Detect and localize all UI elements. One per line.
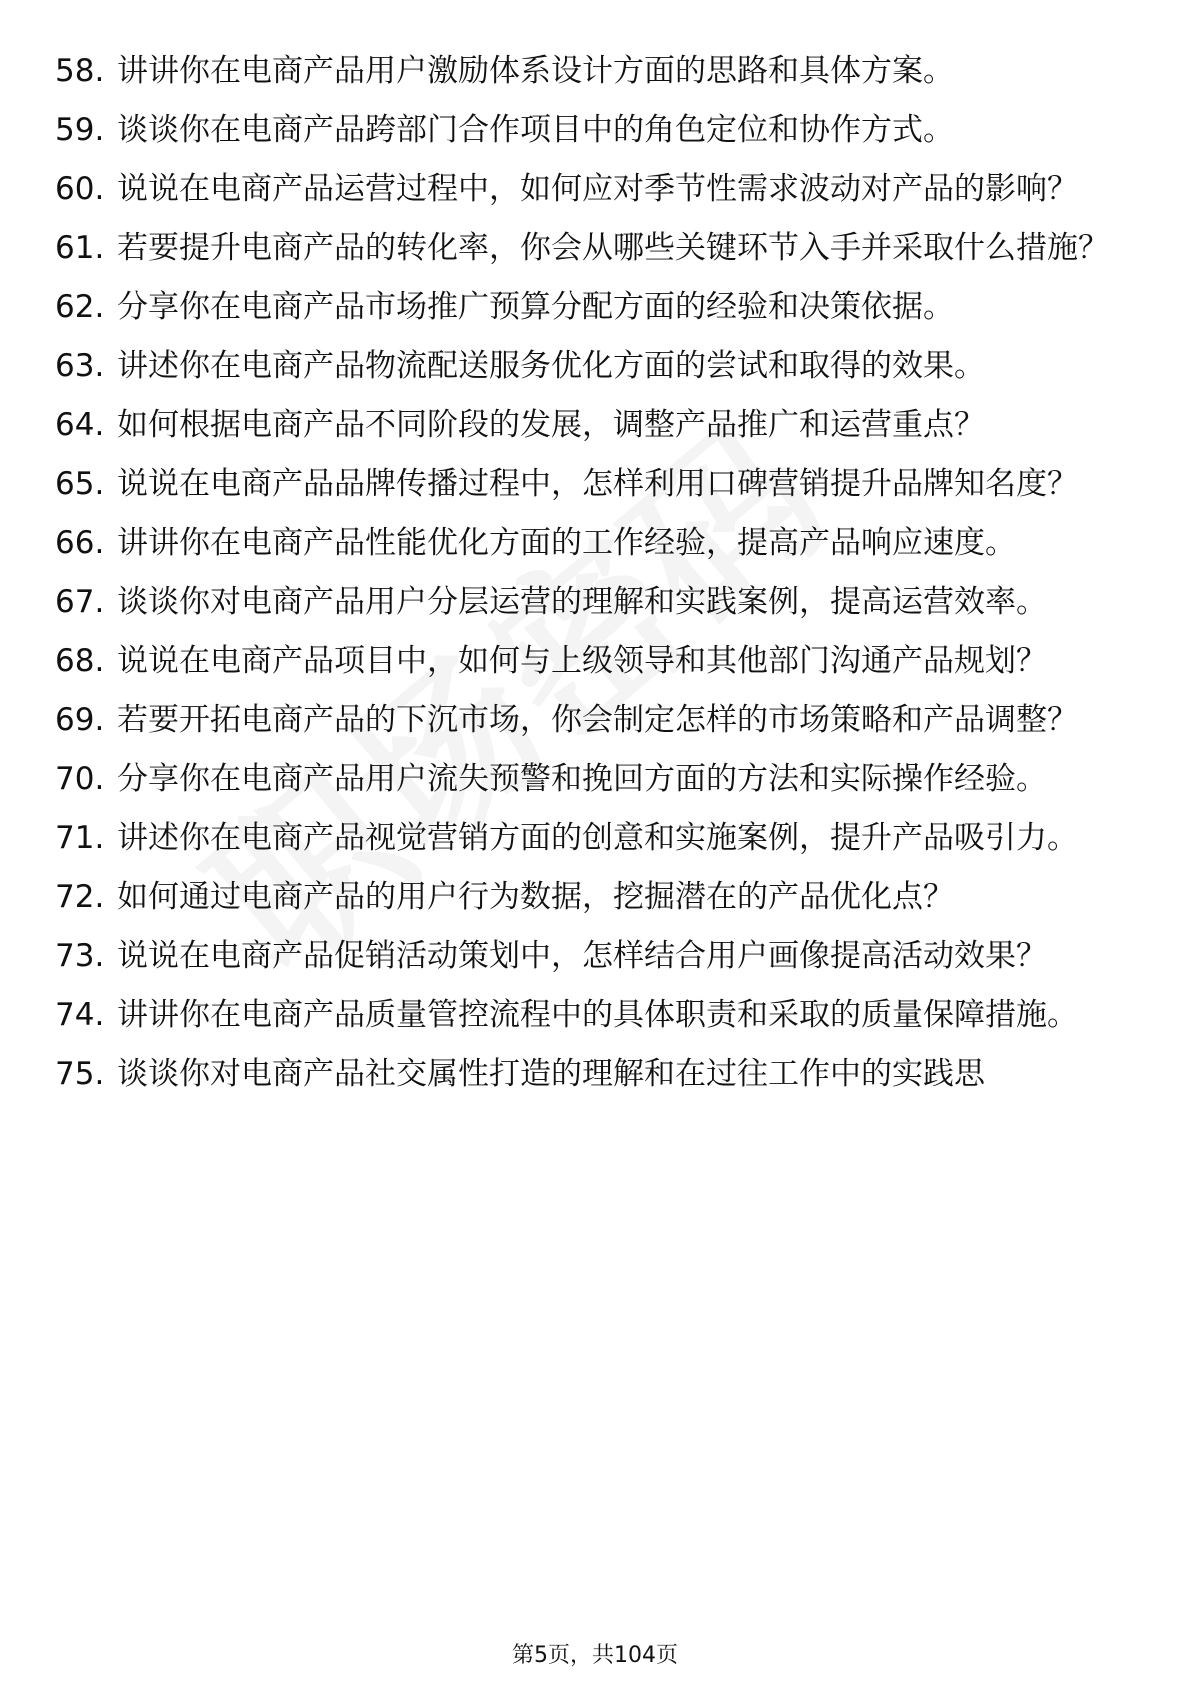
question-number: 64. <box>55 407 105 443</box>
question-text: 谈谈你对电商产品社交属性打造的理解和在过往工作中的实践思 <box>117 1056 985 1092</box>
question-text: 讲讲你在电商产品质量管控流程中的具体职责和采取的质量保障措施。 <box>117 997 1078 1033</box>
question-number: 66. <box>55 525 105 561</box>
question-number: 61. <box>55 230 105 266</box>
question-number: 59. <box>55 112 105 148</box>
question-item <box>55 170 1115 208</box>
question-text: 讲讲你在电商产品用户激励体系设计方面的思路和具体方案。 <box>117 53 954 89</box>
question-number: 60. <box>55 171 105 207</box>
question-item <box>55 642 1115 680</box>
question-item <box>55 878 1115 916</box>
question-item <box>55 347 1115 385</box>
question-text: 如何通过电商产品的用户行为数据，挖掘潜在的产品优化点？ <box>117 879 954 915</box>
question-item <box>55 819 1115 857</box>
question-text: 说说在电商产品促销活动策划中，怎样结合用户画像提高活动效果？ <box>117 938 1047 974</box>
question-number: 62. <box>55 289 105 325</box>
question-number: 67. <box>55 584 105 620</box>
question-number: 75. <box>55 1056 105 1092</box>
question-text: 如何根据电商产品不同阶段的发展，调整产品推广和运营重点？ <box>117 407 985 443</box>
question-text: 分享你在电商产品市场推广预算分配方面的经验和决策依据。 <box>117 289 954 325</box>
question-item <box>55 760 1115 798</box>
question-item <box>55 465 1115 503</box>
question-number: 71. <box>55 820 105 856</box>
question-text: 谈谈你对电商产品用户分层运营的理解和实践案例，提高运营效率。 <box>117 584 1047 620</box>
question-text: 说说在电商产品运营过程中，如何应对季节性需求波动对产品的影响？ <box>117 171 1078 207</box>
question-text: 讲述你在电商产品视觉营销方面的创意和实施案例，提升产品吸引力。 <box>117 820 1078 856</box>
question-item <box>55 406 1115 444</box>
question-item <box>55 996 1115 1034</box>
question-text: 说说在电商产品品牌传播过程中，怎样利用口碑营销提升品牌知名度？ <box>117 466 1078 502</box>
question-number: 68. <box>55 643 105 679</box>
question-item <box>55 111 1115 149</box>
question-item <box>55 937 1115 975</box>
question-text: 讲述你在电商产品物流配送服务优化方面的尝试和取得的效果。 <box>117 348 985 384</box>
question-text: 分享你在电商产品用户流失预警和挽回方面的方法和实际操作经验。 <box>117 761 1047 797</box>
question-item <box>55 52 1115 90</box>
question-text: 谈谈你在电商产品跨部门合作项目中的角色定位和协作方式。 <box>117 112 954 148</box>
question-number: 70. <box>55 761 105 797</box>
question-list <box>55 52 1115 1114</box>
question-number: 69. <box>55 702 105 738</box>
question-text: 讲讲你在电商产品性能优化方面的工作经验，提高产品响应速度。 <box>117 525 1016 561</box>
question-number: 74. <box>55 997 105 1033</box>
question-item <box>55 524 1115 562</box>
question-number: 58. <box>55 53 105 89</box>
question-item <box>55 701 1115 739</box>
question-number: 65. <box>55 466 105 502</box>
question-item <box>55 583 1115 621</box>
question-text: 若要开拓电商产品的下沉市场，你会制定怎样的市场策略和产品调整？ <box>117 702 1078 738</box>
question-item <box>55 1055 1115 1093</box>
question-number: 72. <box>55 879 105 915</box>
page-number-label: 第5页，共104页 <box>512 1643 678 1668</box>
page-footer <box>0 1638 1190 1669</box>
question-text: 说说在电商产品项目中，如何与上级领导和其他部门沟通产品规划？ <box>117 643 1047 679</box>
question-text: 若要提升电商产品的转化率，你会从哪些关键环节入手并采取什么措施？ <box>117 230 1109 266</box>
question-item <box>55 229 1115 267</box>
question-item <box>55 288 1115 326</box>
question-number: 63. <box>55 348 105 384</box>
question-number: 73. <box>55 938 105 974</box>
